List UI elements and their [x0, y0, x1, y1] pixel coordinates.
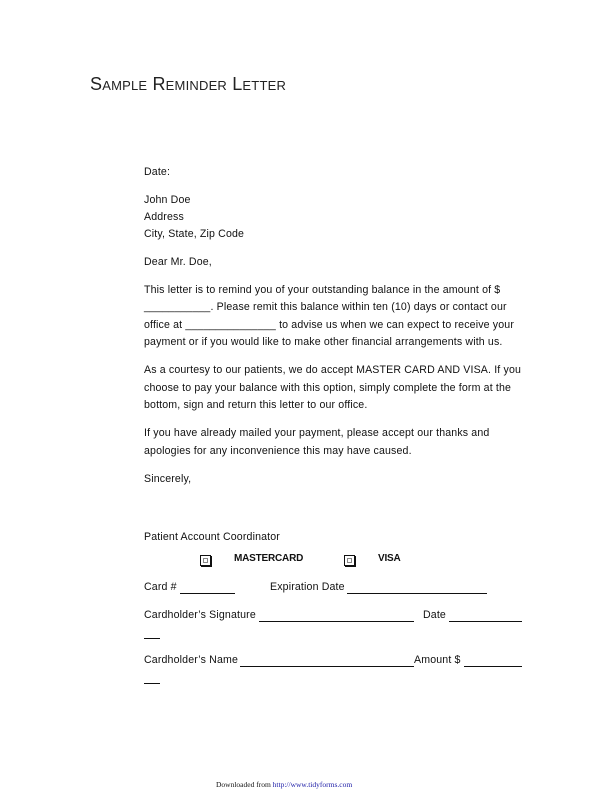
recipient-address: Address: [144, 211, 184, 223]
footer-link[interactable]: http://www.tidyforms.com: [272, 780, 353, 789]
paragraph-balance-reminder: This letter is to remind you of your outstanding balance in the amount of $ ___________. Please remit this balance within ten (10) days or contact our office at _______________ to advise us when we can expect to receive your payment or if you would like to make other financial arrangements with us.: [144, 283, 515, 348]
visa-checkbox[interactable]: [344, 555, 355, 566]
expiration-date-field[interactable]: [347, 593, 487, 594]
date-label: Date:: [144, 166, 171, 178]
cardholder-signature-label: Cardholder’s Signature: [144, 609, 256, 621]
expiration-date-label: Expiration Date: [270, 581, 345, 593]
paragraph-apology: If you have already mailed your payment, please accept our thanks and apologies for any inconvenience this may have caused.: [144, 427, 490, 457]
closing: Sincerely,: [144, 472, 192, 485]
signature-date-field[interactable]: [449, 621, 522, 622]
mastercard-label: MASTERCARD: [234, 553, 304, 564]
amount-field[interactable]: [464, 666, 522, 667]
recipient-address-block: [144, 192, 524, 243]
salutation: Dear Mr. Doe,: [144, 255, 212, 268]
signature-space: [144, 499, 524, 529]
mastercard-checkbox[interactable]: [200, 555, 211, 566]
letter-body: [144, 164, 524, 557]
footer-prefix: Downloaded from: [216, 780, 273, 789]
recipient-city-line: City, State, Zip Code: [144, 228, 245, 240]
signer-title: Patient Account Coordinator: [144, 530, 280, 543]
signature-date-field-continuation[interactable]: [144, 638, 160, 639]
amount-field-continuation[interactable]: [144, 683, 160, 684]
signature-date-label: Date: [423, 609, 446, 621]
cardholder-signature-field[interactable]: [259, 621, 414, 622]
cardholder-name-label: Cardholder’s Name: [144, 654, 239, 666]
visa-label: VISA: [378, 553, 401, 564]
amount-label: Amount $: [414, 654, 461, 666]
paragraph-card-payment: As a courtesy to our patients, we do accept MASTER CARD AND VISA. If you choose to pay your balance with this option, simply complete the form at the bottom, sign and return this letter to our office.: [144, 364, 522, 411]
card-type-options: [196, 552, 456, 568]
recipient-name: John Doe: [144, 194, 191, 206]
cardholder-name-field[interactable]: [240, 666, 414, 667]
card-number-label: Card #: [144, 581, 177, 593]
document-title: Sample Reminder Letter: [90, 74, 287, 94]
card-number-field[interactable]: [180, 593, 235, 594]
download-footer: [216, 780, 352, 789]
